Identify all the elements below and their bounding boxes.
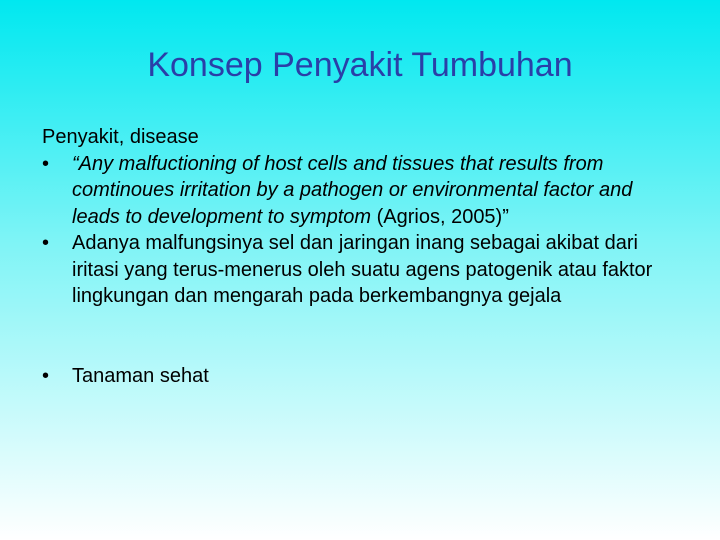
definition-indonesian-text: Adanya malfungsinya sel dan jaringan inang sebagai akibat dari iritasi yang terus-menerus oleh suatu agens patogenik atau faktor lingkungan dan mengarah pada berkembangnya gejala: [72, 232, 653, 307]
slide-title: Konsep Penyakit Tumbuhan: [147, 46, 573, 84]
section-heading: Penyakit, disease: [42, 126, 199, 148]
bullet-marker: •: [42, 152, 50, 175]
definition-citation: (Agrios, 2005)”: [371, 205, 509, 228]
healthy-plant-text: Tanaman sehat: [72, 364, 209, 387]
slide-content: [42, 124, 682, 389]
bullet-definition-english: [42, 151, 682, 231]
bullet-definition-indonesian: [42, 230, 682, 310]
bullet-marker: •: [42, 232, 50, 254]
bullet-marker: •: [42, 364, 50, 387]
spacer: [42, 310, 682, 363]
bullet-healthy-plant: [42, 363, 682, 390]
definition-quote: “Any malfuctioning of host cells and tissues that results from comtinoues irritation by a pathogen or environmental factor and leads to development to symptom: [72, 152, 633, 228]
